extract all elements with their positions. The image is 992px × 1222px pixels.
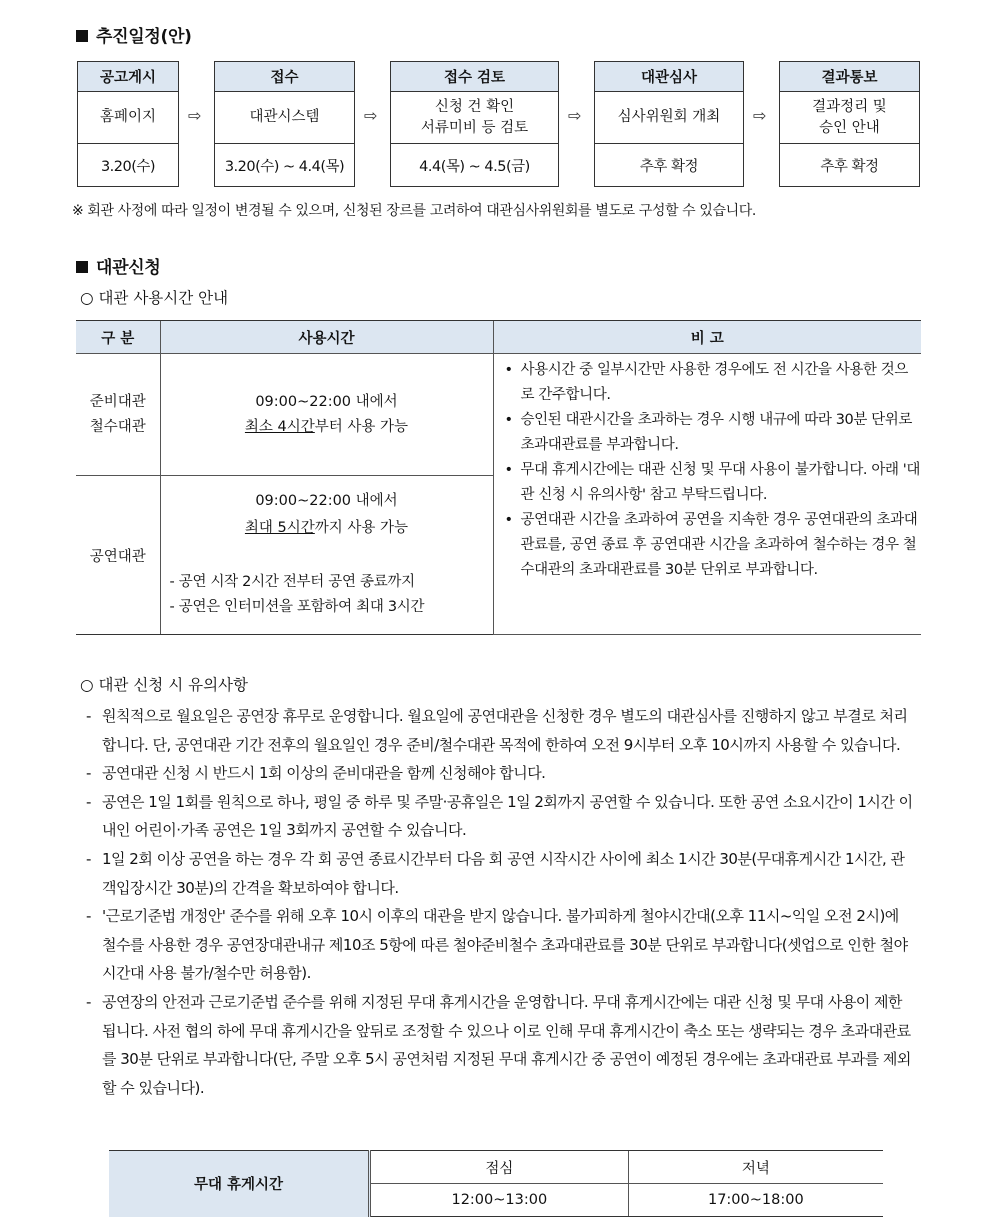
usage-time-cell: 09:00~22:00 내에서 최대 5시간까지 사용 가능 - 공연 시작 2시간 전부터 공연 종료까지 - 공연은 인터미션을 포함하여 최대 3시간 (160, 476, 493, 635)
step-title: 대관심사 (595, 62, 743, 92)
step-date: 3.20(수) ~ 4.4(목) (224, 158, 345, 175)
step-body: 신청 건 확인 서류미비 등 검토 (391, 92, 558, 144)
stage-break-table (109, 1150, 883, 1217)
usage-time-table (76, 320, 921, 635)
dinner-time: 17:00~18:00 (628, 1184, 883, 1217)
cautions-subheading: ○ 대관 신청 시 유의사항 (80, 676, 248, 694)
remarks-list (495, 358, 921, 583)
category-cell: 공연대관 (76, 476, 160, 635)
list-item: • 사용시간 중 일부시간만 사용한 경우에도 전 시간을 사용한 것으로 간주합니다. (505, 358, 921, 408)
usage-subheading: ○ 대관 사용시간 안내 (80, 289, 229, 307)
schedule-step-reception (214, 61, 355, 187)
list-item: - 공연장의 안전과 근로기준법 준수를 위해 지정된 무대 휴게시간을 운영합니다. 무대 휴게시간에는 대관 신청 및 무대 사용이 제한됩니다. 사전 협의 하에 무대 휴게시간을 앞뒤로 조정할 수 있으나 이로 인해 무대 휴게시간이 축소 또는 생략되는 경우 초과대관료를 30분 단위로 부과합니다(단, 주말 오후 5시 공연처럼 지정된 무대 휴게시간 중 공연이 예정된 경우에는 초과대관료 부과를 제외할 수 있습니다). (86, 988, 916, 1102)
table-row-prep (76, 354, 921, 476)
schedule-step-result (779, 61, 920, 187)
square-bullet-icon (76, 261, 88, 273)
header-usage-time: 사용시간 (160, 321, 493, 354)
step-body: 대관시스템 (215, 92, 354, 144)
min-hours-text: 최소 4시간 (244, 418, 315, 435)
step-title: 접수 (215, 62, 354, 92)
schedule-step-announcement (77, 61, 179, 187)
schedule-step-review (390, 61, 559, 187)
step-body: 심사위원회 개최 (595, 92, 743, 144)
dinner-header: 저녁 (628, 1151, 883, 1184)
header-remarks: 비 고 (493, 321, 921, 354)
lunch-header: 점심 (370, 1151, 629, 1184)
list-item: - 1일 2회 이상 공연을 하는 경우 각 회 공연 종료시간부터 다음 회 공연 시작시간 사이에 최소 1시간 30분(무대휴게시간 1시간, 관객입장시간 30분)의 간격을 확보하여야 합니다. (86, 845, 916, 902)
schedule-heading: 추진일정(안) (76, 22, 192, 47)
usage-time-cell: 09:00~22:00 내에서 최소 4시간부터 사용 가능 (160, 354, 493, 476)
schedule-step-screening (594, 61, 744, 187)
application-heading: 대관신청 (76, 253, 161, 278)
cautions-list (86, 702, 916, 1102)
step-date: 추후 확정 (639, 158, 699, 175)
step-title: 결과통보 (780, 62, 919, 92)
square-bullet-icon (76, 30, 88, 42)
list-item: - 공연은 1일 1회를 원칙으로 하나, 평일 중 하루 및 주말·공휴일은 1일 2회까지 공연할 수 있습니다. 또한 공연 소요시간이 1시간 이내인 어린이·가족 공연은 1일 3회까지 공연할 수 있습니다. (86, 788, 916, 845)
arrow-right-icon: ⇨ (753, 106, 767, 125)
step-title: 공고게시 (78, 62, 178, 92)
list-item: • 승인된 대관시간을 초과하는 경우 시행 내규에 따라 30분 단위로 초과대관료를 부과합니다. (505, 408, 921, 458)
list-item: - '근로기준법 개정안' 준수를 위해 오후 10시 이후의 대관을 받지 않습니다. 불가피하게 철야시간대(오후 11시~익일 오전 2시)에 철수를 사용한 경우 공연장대관내규 제10조 5항에 따른 철야준비철수 초과대관료를 30분 단위로 부과합니다(셋업으로 인한 철야시간대 사용 불가/철수만 허용함). (86, 902, 916, 988)
list-item: • 공연대관 시간을 초과하여 공연을 지속한 경우 공연대관의 초과대관료를, 공연 종료 후 공연대관 시간을 초과하여 철수하는 경우 철수대관의 초과대관료를 30분 단위로 부과합니다. (505, 508, 921, 583)
step-title: 접수 검토 (391, 62, 558, 92)
schedule-note: ※ 회관 사정에 따라 일정이 변경될 수 있으며, 신청된 장르를 고려하여 대관심사위원회를 별도로 구성할 수 있습니다. (72, 203, 756, 219)
step-body: 결과정리 및 승인 안내 (780, 92, 919, 144)
break-label: 무대 휴게시간 (109, 1151, 370, 1217)
step-date: 추후 확정 (820, 158, 879, 175)
arrow-right-icon: ⇨ (568, 106, 582, 125)
max-hours-text: 최대 5시간 (244, 520, 315, 536)
list-item: • 무대 휴게시간에는 대관 신청 및 무대 사용이 불가합니다. 아래 '대관 신청 시 유의사항' 참고 부탁드립니다. (505, 458, 921, 508)
step-date: 4.4(목) ~ 4.5(금) (419, 158, 530, 175)
arrow-right-icon: ⇨ (364, 106, 378, 125)
remarks-cell (493, 354, 921, 635)
table-header-row (76, 321, 921, 354)
header-category: 구 분 (76, 321, 160, 354)
step-body: 홈페이지 (78, 92, 178, 144)
lunch-time: 12:00~13:00 (370, 1184, 629, 1217)
arrow-right-icon: ⇨ (188, 106, 202, 125)
list-item: - 원칙적으로 월요일은 공연장 휴무로 운영합니다. 월요일에 공연대관을 신청한 경우 별도의 대관심사를 진행하지 않고 부결로 처리합니다. 단, 공연대관 기간 전후의 월요일인 경우 준비/철수대관 목적에 한하여 오전 9시부터 오후 10시까지 사용할 수 있습니다. (86, 702, 916, 759)
performance-conditions: - 공연 시작 2시간 전부터 공연 종료까지 - 공연은 인터미션을 포함하여 최대 3시간 (169, 574, 425, 615)
list-item: - 공연대관 신청 시 반드시 1회 이상의 준비대관을 함께 신청해야 합니다. (86, 759, 916, 788)
category-cell: 준비대관 철수대관 (76, 354, 160, 476)
step-date: 3.20(수) (100, 158, 156, 175)
